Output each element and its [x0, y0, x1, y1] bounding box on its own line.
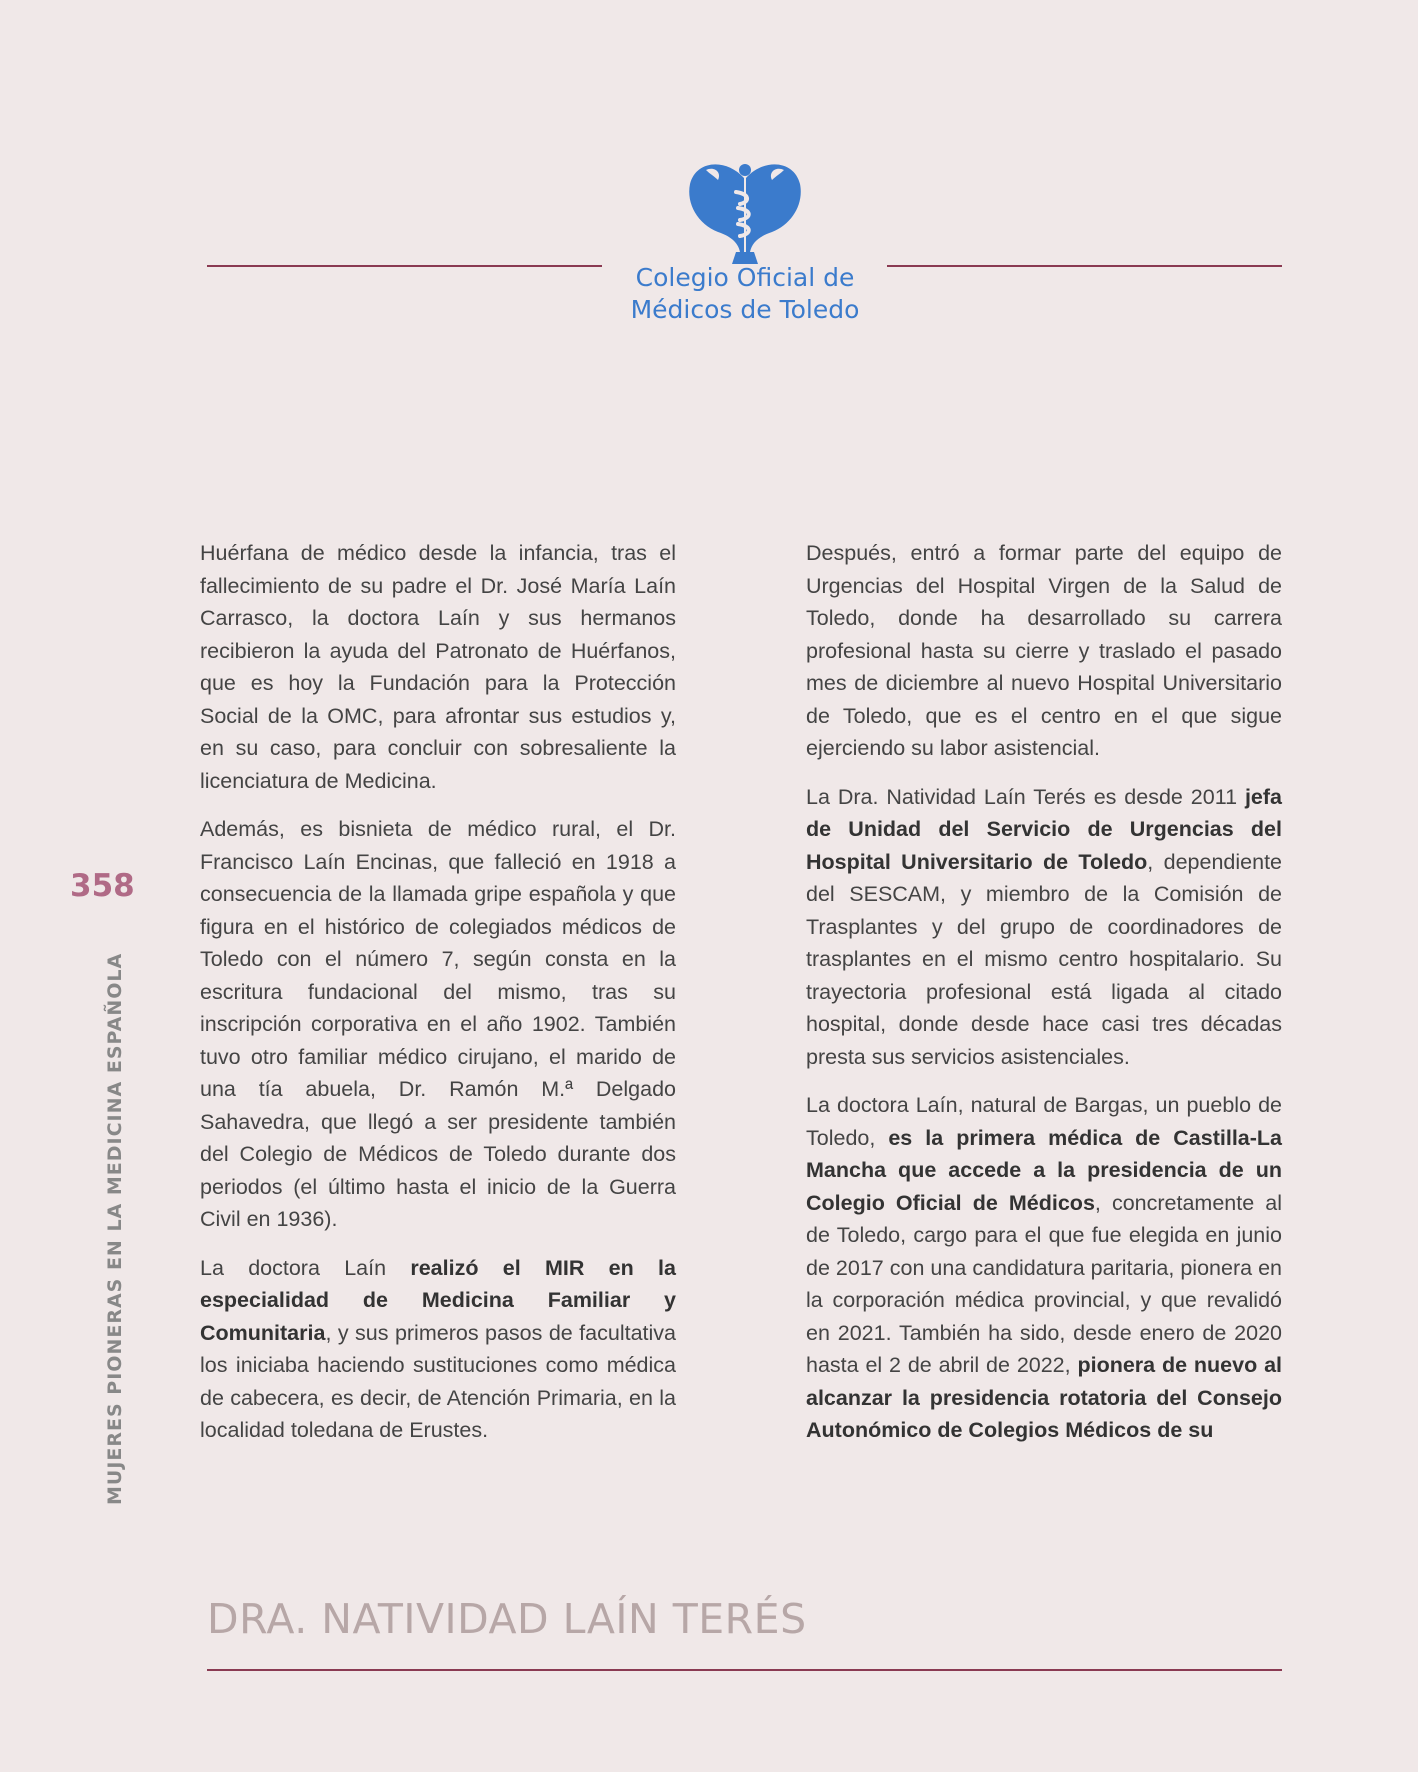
paragraph: Huérfana de médico desde la infancia, tras el fallecimiento de su padre el Dr. José María Laín Carrasco, la doctora Laín y sus hermanos recibieron la ayuda del Patronato de Huérfanos, que es hoy la Fundación para la Protección Social de la OMC, para afrontar sus estudios y, en su caso, para concluir con sobresaliente la licenciatura de Medicina.: [200, 541, 676, 793]
text-run: , concretamente al de Toledo, cargo para el que fue elegida en junio de 2017 con una candidatura paritaria, pionera en la corporación médica provincial, y que revalidó en 2021. También ha sido, desde enero de 2020 hasta el 2 de abril de 2022,: [806, 1190, 1282, 1377]
organization-name: [600, 262, 890, 326]
header-rule-left: [207, 265, 602, 267]
bold-text: realizó el MIR en la especialidad de Medicina Familiar y Comunitaria: [200, 1255, 676, 1345]
page-number: 358: [70, 868, 135, 904]
text-run: La doctora Laín, natural de Bargas, un pueblo de Toledo,: [806, 1093, 1282, 1150]
org-name-line2: Médicos de Toledo: [630, 295, 860, 324]
person-name-heading: DRA. NATIVIDAD LAÍN TERÉS: [207, 1595, 807, 1643]
paragraph: [806, 781, 1282, 1074]
org-name-line1: Colegio Oficial de: [635, 263, 855, 292]
body-column-left: [200, 537, 676, 1463]
paragraph: Después, entró a formar parte del equipo de Urgencias del Hospital Virgen de la Salud de Toledo, donde ha desarrollado su carrera profesional hasta su cierre y traslado el pasado mes de diciembre al nuevo Hospital Universitario de Toledo, que es el centro en el que sigue ejerciendo su labor asistencial.: [806, 541, 1282, 760]
bold-text: jefa de Unidad del Servicio de Urgencias del Hospital Universitario de Toledo: [806, 784, 1282, 874]
text-run: La doctora Laín: [200, 1255, 411, 1280]
paragraph: Además, es bisnieta de médico rural, el Dr. Francisco Laín Encinas, que falleció en 1918 a consecuencia de la llamada gripe española y que figura en el histórico de colegiados médicos de Toledo con el número 7, según consta en la escritura fundacional del mismo, tras su inscripción corporativa en el año 1902. También tuvo otro familiar médico cirujano, el marido de una tía abuela, Dr. Ramón M.ª Delgado Sahavedra, que llegó a ser presidente también del Colegio de Médicos de Toledo durante dos periodos (el último hasta el inicio de la Guerra Civil en 1936).: [200, 817, 676, 1231]
text-run: , dependiente del SESCAM, y miembro de la Comisión de Trasplantes y del grupo de coordinadores de trasplantes en el mismo centro hospitalario. Su trayectoria profesional está ligada al citado hospital, donde desde hace casi tres décadas presta sus servicios asistenciales.: [806, 849, 1282, 1069]
footer-rule: [207, 1669, 1282, 1671]
header-rule-right: [887, 265, 1282, 267]
bold-text: pionera de nuevo al alcanzar la presidencia rotatoria del Consejo Autonómico de Colegios Médicos de su: [806, 1353, 1282, 1442]
bold-text: es la primera médica de Castilla-La Mancha que accede a la presidencia de un Colegio Oficial de Médicos: [806, 1125, 1282, 1215]
text-run: La Dra. Natividad Laín Terés es desde 2011: [806, 784, 1245, 809]
paragraph: [806, 1089, 1282, 1447]
caduceus-eagle-icon: [686, 156, 804, 266]
text-run: , y sus primeros pasos de facultativa los iniciaba haciendo sustituciones como médica de cabecera, es decir, de Atención Primaria, en la localidad toledana de Erustes.: [200, 1320, 676, 1442]
paragraph: [200, 1252, 676, 1447]
book-title-vertical: MUJERES PIONERAS EN LA MEDICINA ESPAÑOLA: [104, 952, 126, 1505]
body-column-right: [806, 537, 1282, 1463]
